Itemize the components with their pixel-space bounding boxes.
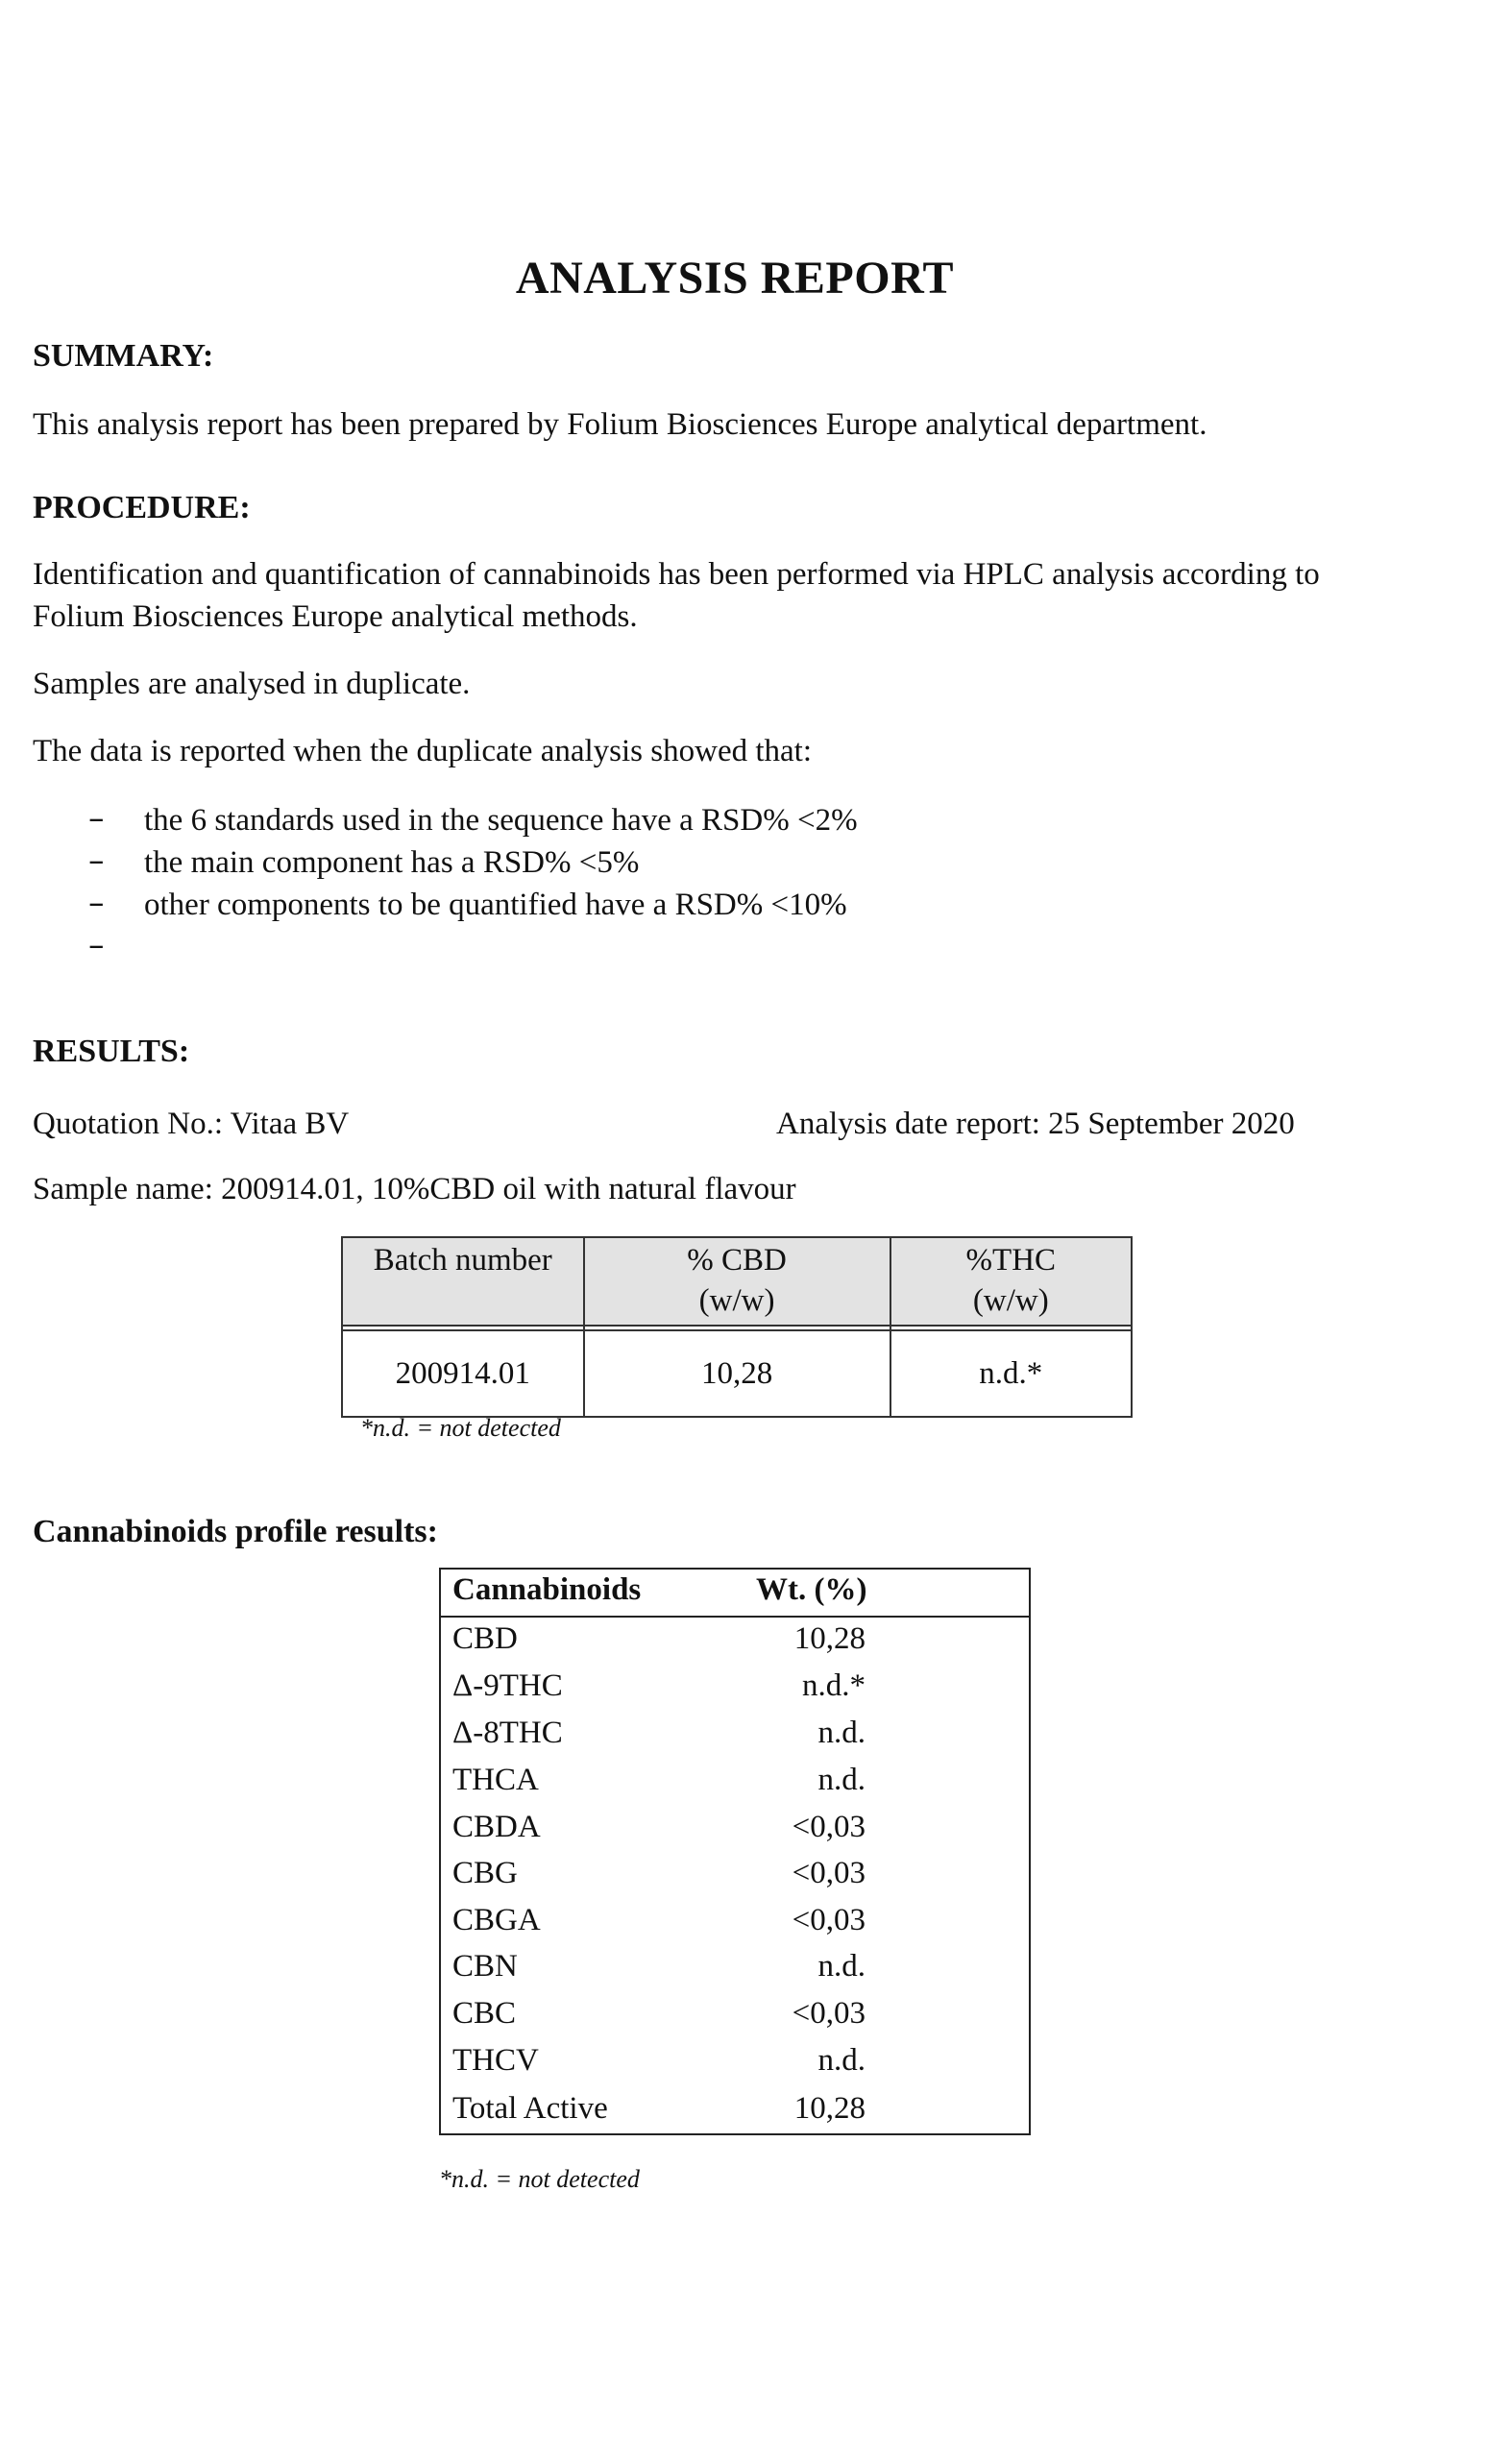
cannabinoid-value: <0,03 bbox=[792, 1903, 866, 1937]
batch-table bbox=[341, 1236, 1133, 1418]
summary-heading: SUMMARY: bbox=[33, 338, 214, 374]
column-header-cannabinoids: Cannabinoids bbox=[452, 1572, 642, 1607]
duplicate-text: Samples are analysed in duplicate. bbox=[33, 667, 471, 701]
header-label: Batch number bbox=[373, 1243, 552, 1278]
summary-text: This analysis report has been prepared by Folium Biosciences Europe analytical department. bbox=[33, 407, 1207, 442]
cannabinoid-value: <0,03 bbox=[792, 1996, 866, 2031]
analysis-date: Analysis date report: 25 September 2020 bbox=[776, 1107, 1295, 1141]
cannabinoid-name: Δ-8THC bbox=[452, 1716, 563, 1750]
cannabinoid-name: Δ-9THC bbox=[452, 1668, 563, 1703]
cannabinoid-value: <0,03 bbox=[792, 1856, 866, 1890]
header-label: % CBD bbox=[687, 1243, 787, 1278]
cell-batch-number: 200914.01 bbox=[342, 1330, 584, 1417]
column-header-weight: Wt. (%) bbox=[756, 1572, 867, 1607]
report-title: ANALYSIS REPORT bbox=[515, 253, 955, 304]
table-row bbox=[441, 1763, 1029, 1809]
profile-heading: Cannabinoids profile results: bbox=[33, 1514, 438, 1549]
profile-footnote: *n.d. = not detected bbox=[439, 2165, 640, 2193]
header-cell-batch bbox=[342, 1237, 584, 1326]
cell-cbd: 10,28 bbox=[584, 1330, 890, 1417]
table-row bbox=[441, 1810, 1029, 1856]
cannabinoid-value: n.d. bbox=[817, 1763, 866, 1797]
quotation-number: Quotation No.: Vitaa BV bbox=[33, 1107, 350, 1141]
cannabinoid-name: Total Active bbox=[452, 2091, 608, 2126]
table-row bbox=[441, 2043, 1029, 2089]
cannabinoid-value: n.d. bbox=[817, 1716, 866, 1750]
cannabinoids-table-header bbox=[441, 1570, 1029, 1618]
procedure-line-1: Identification and quantification of cannabinoids has been performed via HPLC analysis according to bbox=[33, 557, 1320, 592]
table-row bbox=[441, 1621, 1029, 1668]
table-row bbox=[441, 2091, 1029, 2137]
cannabinoid-value: n.d. bbox=[817, 1949, 866, 1984]
cannabinoid-name: CBDA bbox=[452, 1810, 541, 1844]
cannabinoids-table bbox=[439, 1568, 1031, 2135]
table-row bbox=[441, 1903, 1029, 1949]
bullet-text: the 6 standards used in the sequence have a RSD% <2% bbox=[144, 803, 858, 838]
cannabinoid-name: CBG bbox=[452, 1856, 518, 1890]
sample-name: Sample name: 200914.01, 10%CBD oil with natural flavour bbox=[33, 1172, 796, 1206]
reported-text: The data is reported when the duplicate analysis showed that: bbox=[33, 734, 812, 768]
bullet-marker: – bbox=[88, 926, 105, 963]
cannabinoid-name: CBGA bbox=[452, 1903, 541, 1937]
bullet-marker: – bbox=[88, 884, 105, 921]
table-row bbox=[441, 1856, 1029, 1902]
procedure-line-2: Folium Biosciences Europe analytical methods. bbox=[33, 599, 638, 634]
header-cell-thc bbox=[890, 1237, 1132, 1326]
table-row bbox=[342, 1330, 1132, 1417]
table-row bbox=[441, 1668, 1029, 1715]
cannabinoid-name: CBC bbox=[452, 1996, 517, 2031]
bullet-text: the main component has a RSD% <5% bbox=[144, 845, 640, 880]
cannabinoid-value: n.d. bbox=[817, 2043, 866, 2078]
cannabinoid-value: 10,28 bbox=[793, 2091, 866, 2126]
header-label: %THC bbox=[965, 1243, 1057, 1278]
table-row bbox=[441, 1716, 1029, 1762]
cannabinoid-name: CBN bbox=[452, 1949, 518, 1984]
table-row bbox=[441, 1949, 1029, 1995]
procedure-heading: PROCEDURE: bbox=[33, 490, 251, 525]
header-cell-cbd bbox=[584, 1237, 890, 1326]
bullet-marker: – bbox=[88, 841, 105, 879]
batch-footnote: *n.d. = not detected bbox=[360, 1414, 561, 1442]
cannabinoid-name: CBD bbox=[452, 1621, 518, 1656]
header-label: (w/w) bbox=[972, 1283, 1049, 1318]
bullet-marker: – bbox=[88, 799, 105, 837]
bullet-text: other components to be quantified have a RSD% <10% bbox=[144, 888, 847, 922]
cannabinoid-value: 10,28 bbox=[793, 1621, 866, 1656]
results-heading: RESULTS: bbox=[33, 1034, 190, 1069]
cell-thc: n.d.* bbox=[890, 1330, 1132, 1417]
cannabinoid-name: THCA bbox=[452, 1763, 539, 1797]
cannabinoid-name: THCV bbox=[452, 2043, 539, 2078]
cannabinoid-value: <0,03 bbox=[792, 1810, 866, 1844]
table-row bbox=[441, 1996, 1029, 2042]
header-label: (w/w) bbox=[698, 1283, 775, 1318]
cannabinoid-value: n.d.* bbox=[802, 1668, 866, 1703]
batch-table-header bbox=[342, 1237, 1132, 1326]
